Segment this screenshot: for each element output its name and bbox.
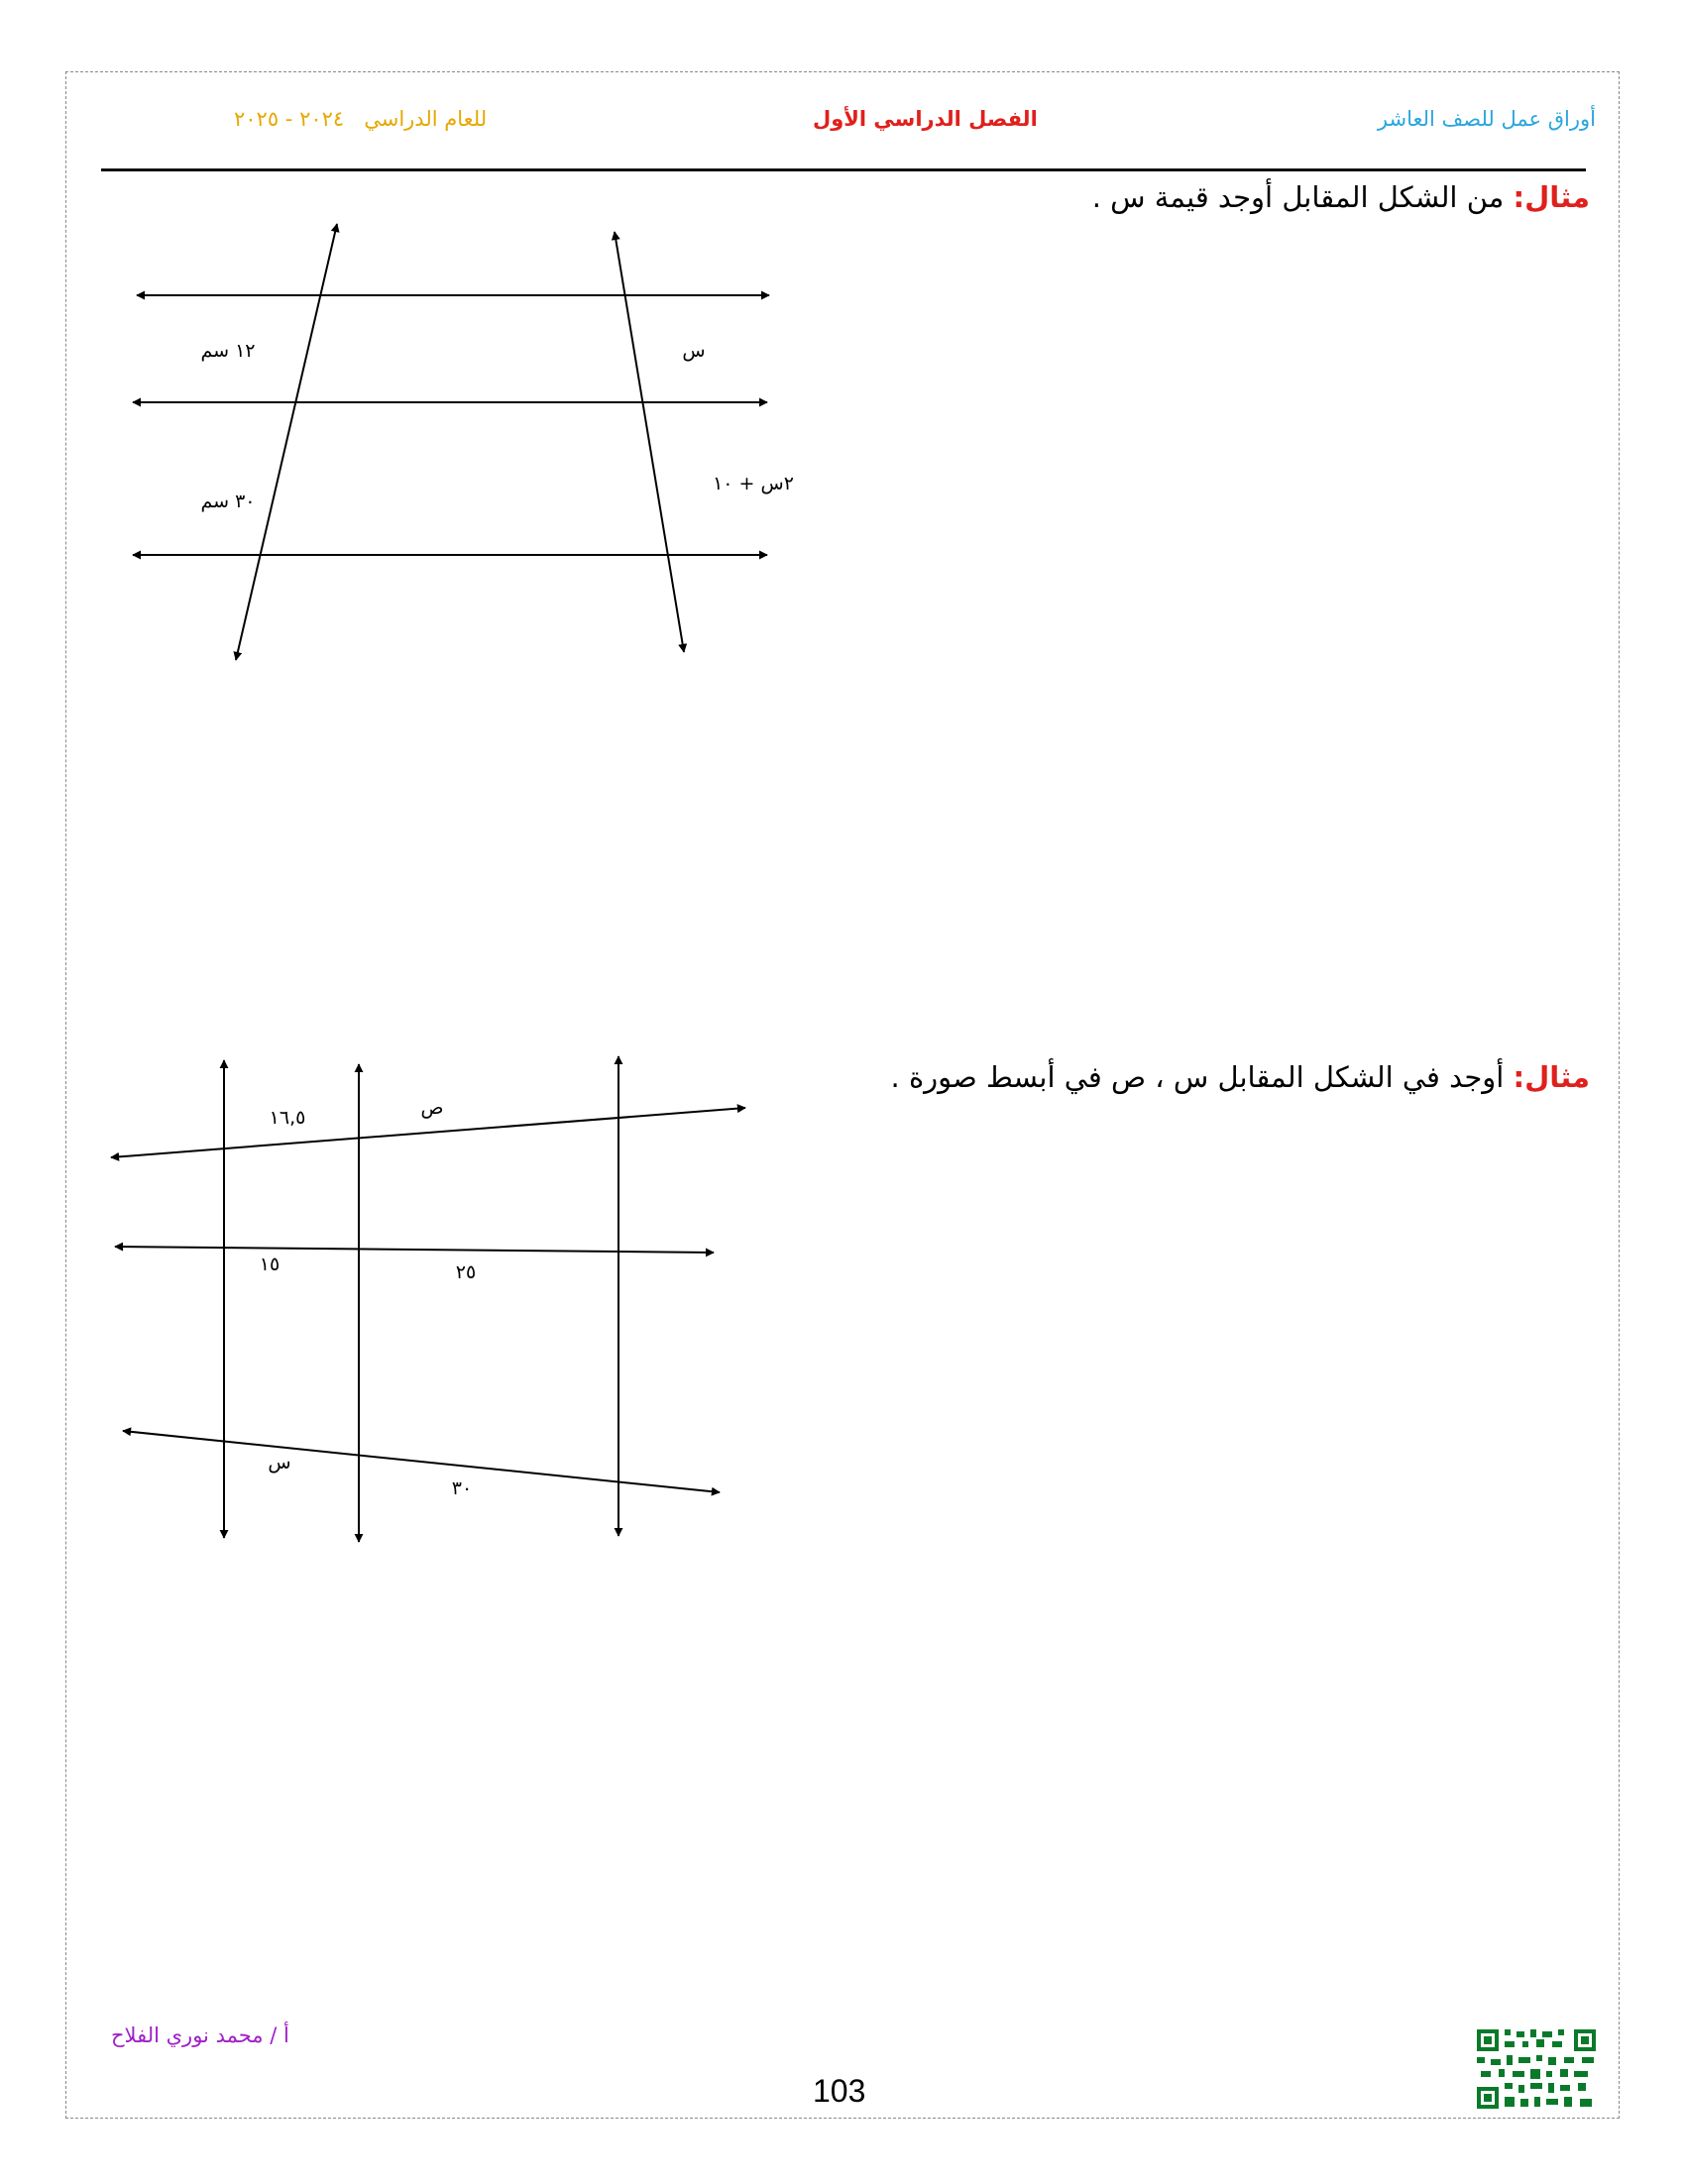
label-25: ٢٥	[455, 1261, 477, 1283]
label-15: ١٥	[259, 1254, 281, 1275]
transversal-bottom	[123, 1431, 720, 1492]
label-y: ص	[420, 1097, 444, 1119]
year-label: للعام الدراسي	[364, 107, 488, 131]
transversal-middle	[115, 1247, 714, 1253]
example-1-text: من الشكل المقابل أوجد قيمة س .	[1091, 180, 1505, 214]
year-value: ٢٠٢٤ - ٢٠٢٥	[234, 107, 345, 131]
label-12cm: ١٢ سم	[200, 340, 256, 362]
label-16-5: ١٦,٥	[269, 1107, 306, 1129]
label-30: ٣٠	[451, 1477, 473, 1499]
label-2x-plus-10: ٢س + ١٠	[713, 473, 794, 494]
semester-label: الفصل الدراسي الأول	[813, 107, 1038, 131]
label-x: س	[682, 340, 706, 362]
qr-code-icon	[1475, 2027, 1598, 2111]
label-x2: س	[268, 1452, 291, 1474]
example-2-text: أوجد في الشكل المقابل س ، ص في أبسط صورة .	[890, 1060, 1505, 1094]
label-30cm: ٣٠ سم	[200, 491, 256, 512]
example-1-label: مثال:	[1513, 180, 1590, 214]
page-number: 103	[813, 2073, 866, 2109]
author-name: أ / محمد نوري الفلاح	[111, 2023, 289, 2047]
worksheet-title: أوراق عمل للصف العاشر	[1377, 107, 1596, 131]
example-2-label: مثال:	[1513, 1060, 1590, 1094]
